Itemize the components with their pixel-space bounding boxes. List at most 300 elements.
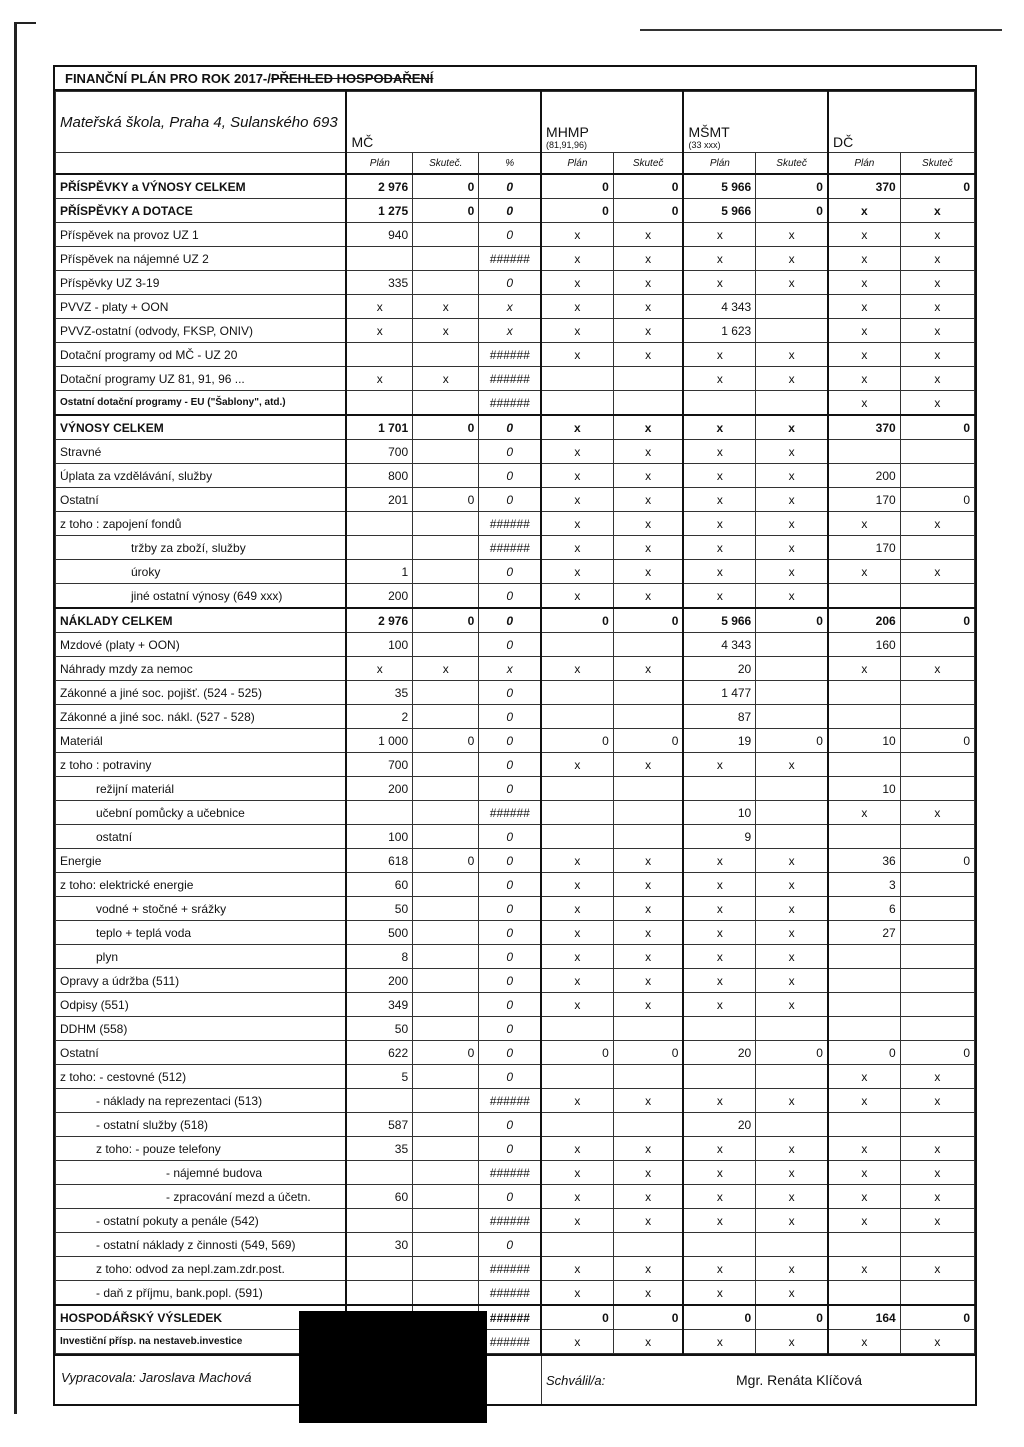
table-cell: 2 976 bbox=[346, 608, 412, 633]
table-row bbox=[56, 753, 975, 777]
table-cell: x bbox=[541, 295, 613, 319]
redaction-block bbox=[299, 1311, 487, 1423]
row-label: Příspěvek na provoz UZ 1 bbox=[56, 223, 347, 247]
table-cell bbox=[613, 681, 683, 705]
table-row bbox=[56, 657, 975, 681]
table-cell: 700 bbox=[346, 753, 412, 777]
table-cell bbox=[900, 777, 974, 801]
table-cell bbox=[541, 633, 613, 657]
table-cell: 0 bbox=[479, 174, 541, 199]
table-cell: x bbox=[541, 512, 613, 536]
table-cell bbox=[346, 536, 412, 560]
table-cell bbox=[828, 681, 900, 705]
table-row bbox=[56, 440, 975, 464]
table-cell: 0 bbox=[413, 849, 479, 873]
table-cell bbox=[613, 367, 683, 391]
table-cell bbox=[683, 1017, 755, 1041]
table-cell: x bbox=[613, 415, 683, 440]
row-label: - ostatní náklady z činnosti (549, 569) bbox=[56, 1233, 347, 1257]
table-cell: 0 bbox=[479, 1233, 541, 1257]
table-cell: x bbox=[756, 223, 828, 247]
table-cell: 800 bbox=[346, 464, 412, 488]
table-cell: x bbox=[756, 993, 828, 1017]
row-label: úroky bbox=[56, 560, 347, 584]
table-cell bbox=[613, 1017, 683, 1041]
table-cell: 0 bbox=[613, 608, 683, 633]
subheader-cell: Plán bbox=[828, 153, 900, 175]
table-cell: 200 bbox=[346, 777, 412, 801]
row-label: Materiál bbox=[56, 729, 347, 753]
table-cell: x bbox=[541, 969, 613, 993]
table-cell: 0 bbox=[479, 271, 541, 295]
table-cell bbox=[756, 1233, 828, 1257]
table-cell: ###### bbox=[479, 1257, 541, 1281]
table-cell: x bbox=[613, 849, 683, 873]
table-cell: x bbox=[900, 199, 974, 223]
table-cell: 0 bbox=[541, 199, 613, 223]
table-cell: x bbox=[541, 488, 613, 512]
table-cell: 5 966 bbox=[683, 608, 755, 633]
table-cell: x bbox=[613, 897, 683, 921]
table-cell: x bbox=[479, 319, 541, 343]
table-cell: x bbox=[756, 367, 828, 391]
subheader-cell: Plán bbox=[683, 153, 755, 175]
table-row bbox=[56, 464, 975, 488]
table-cell bbox=[756, 1113, 828, 1137]
table-cell bbox=[541, 801, 613, 825]
table-cell: x bbox=[613, 488, 683, 512]
table-cell bbox=[900, 921, 974, 945]
table-cell: x bbox=[900, 1137, 974, 1161]
row-label: tržby za zboží, služby bbox=[56, 536, 347, 560]
table-cell bbox=[683, 1233, 755, 1257]
table-row bbox=[56, 319, 975, 343]
scan-edge-top bbox=[640, 29, 1002, 31]
table-row bbox=[56, 608, 975, 633]
document-title bbox=[55, 67, 975, 91]
row-label: ostatní bbox=[56, 825, 347, 849]
table-cell: 0 bbox=[479, 777, 541, 801]
table-cell: x bbox=[683, 945, 755, 969]
table-cell: x bbox=[541, 753, 613, 777]
table-cell: 20 bbox=[683, 1113, 755, 1137]
row-label: Odpisy (551) bbox=[56, 993, 347, 1017]
table-cell: x bbox=[828, 391, 900, 416]
table-cell bbox=[346, 1089, 412, 1113]
table-cell: 0 bbox=[900, 849, 974, 873]
row-label: Úplata za vzdělávání, služby bbox=[56, 464, 347, 488]
table-cell: x bbox=[613, 1209, 683, 1233]
table-cell bbox=[828, 753, 900, 777]
table-row bbox=[56, 174, 975, 199]
table-cell: x bbox=[683, 271, 755, 295]
table-cell: x bbox=[683, 223, 755, 247]
table-cell: x bbox=[756, 1089, 828, 1113]
table-cell: ###### bbox=[479, 801, 541, 825]
table-cell: x bbox=[613, 1089, 683, 1113]
table-cell bbox=[413, 271, 479, 295]
table-cell bbox=[413, 897, 479, 921]
table-cell: 0 bbox=[413, 174, 479, 199]
table-cell: x bbox=[541, 464, 613, 488]
row-label: vodné + stočné + srážky bbox=[56, 897, 347, 921]
table-cell: 20 bbox=[683, 1041, 755, 1065]
table-cell: 0 bbox=[541, 608, 613, 633]
table-cell: 0 bbox=[479, 608, 541, 633]
row-label: Ostatní bbox=[56, 488, 347, 512]
table-cell: ###### bbox=[479, 536, 541, 560]
table-cell: x bbox=[613, 319, 683, 343]
table-cell bbox=[413, 1185, 479, 1209]
table-cell bbox=[413, 921, 479, 945]
table-cell: 1 275 bbox=[346, 199, 412, 223]
table-cell: x bbox=[541, 1089, 613, 1113]
table-cell: 0 bbox=[413, 729, 479, 753]
table-cell: ###### bbox=[479, 391, 541, 416]
table-row bbox=[56, 1281, 975, 1306]
group-msmt-sub: (33 xxx) bbox=[688, 140, 721, 150]
table-cell bbox=[828, 969, 900, 993]
table-cell bbox=[828, 945, 900, 969]
header-empty-cell bbox=[56, 153, 347, 175]
table-cell bbox=[756, 681, 828, 705]
table-cell: x bbox=[613, 1330, 683, 1354]
table-cell: 0 bbox=[479, 729, 541, 753]
table-cell bbox=[346, 1161, 412, 1185]
table-cell bbox=[346, 1257, 412, 1281]
table-cell: 5 bbox=[346, 1065, 412, 1089]
table-row bbox=[56, 1089, 975, 1113]
table-cell: 50 bbox=[346, 1017, 412, 1041]
table-row bbox=[56, 993, 975, 1017]
table-cell bbox=[900, 897, 974, 921]
table-cell: 0 bbox=[900, 1041, 974, 1065]
table-cell bbox=[541, 681, 613, 705]
table-cell: 700 bbox=[346, 440, 412, 464]
table-cell bbox=[413, 1089, 479, 1113]
table-cell: 0 bbox=[479, 681, 541, 705]
subheader-cell: Skuteč bbox=[756, 153, 828, 175]
table-cell: x bbox=[541, 440, 613, 464]
table-cell: x bbox=[541, 993, 613, 1017]
table-cell bbox=[828, 440, 900, 464]
table-cell: 10 bbox=[828, 729, 900, 753]
table-cell: 0 bbox=[479, 1065, 541, 1089]
table-cell bbox=[413, 343, 479, 367]
table-cell bbox=[413, 464, 479, 488]
table-cell: x bbox=[828, 1065, 900, 1089]
table-cell: 0 bbox=[613, 1305, 683, 1330]
row-label: Opravy a údržba (511) bbox=[56, 969, 347, 993]
table-row bbox=[56, 1017, 975, 1041]
approved-label: Schválil/a: bbox=[546, 1372, 606, 1388]
table-cell: 0 bbox=[613, 1041, 683, 1065]
table-row bbox=[56, 488, 975, 512]
table-cell bbox=[613, 1113, 683, 1137]
table-cell bbox=[541, 1065, 613, 1089]
table-cell: 618 bbox=[346, 849, 412, 873]
table-cell bbox=[828, 993, 900, 1017]
table-cell: x bbox=[756, 415, 828, 440]
table-cell: x bbox=[756, 512, 828, 536]
table-cell: 27 bbox=[828, 921, 900, 945]
table-cell: x bbox=[541, 223, 613, 247]
table-cell bbox=[413, 1137, 479, 1161]
row-label: - náklady na reprezentaci (513) bbox=[56, 1089, 347, 1113]
table-cell: 60 bbox=[346, 1185, 412, 1209]
table-cell: x bbox=[756, 1209, 828, 1233]
table-cell: x bbox=[613, 753, 683, 777]
table-cell bbox=[683, 1065, 755, 1089]
table-cell: 370 bbox=[828, 415, 900, 440]
table-cell: 87 bbox=[683, 705, 755, 729]
table-row bbox=[56, 1185, 975, 1209]
table-cell: 100 bbox=[346, 633, 412, 657]
table-cell: x bbox=[541, 247, 613, 271]
table-cell: x bbox=[346, 657, 412, 681]
table-row bbox=[56, 777, 975, 801]
table-cell bbox=[346, 801, 412, 825]
table-cell: 0 bbox=[479, 584, 541, 609]
table-cell: x bbox=[756, 488, 828, 512]
table-cell: x bbox=[683, 560, 755, 584]
table-cell: 30 bbox=[346, 1233, 412, 1257]
table-cell: x bbox=[756, 849, 828, 873]
table-cell: x bbox=[900, 391, 974, 416]
table-cell bbox=[683, 391, 755, 416]
table-cell: 0 bbox=[900, 488, 974, 512]
table-cell: 0 bbox=[756, 729, 828, 753]
row-label: Příspěvek na nájemné UZ 2 bbox=[56, 247, 347, 271]
table-cell: 0 bbox=[479, 705, 541, 729]
table-cell bbox=[413, 825, 479, 849]
table-cell: x bbox=[683, 1089, 755, 1113]
table-cell: x bbox=[683, 1137, 755, 1161]
table-cell: x bbox=[683, 343, 755, 367]
table-cell bbox=[413, 512, 479, 536]
table-cell: x bbox=[900, 801, 974, 825]
table-cell: ###### bbox=[479, 512, 541, 536]
table-cell bbox=[541, 391, 613, 416]
table-cell: 0 bbox=[479, 1041, 541, 1065]
table-cell: 0 bbox=[479, 1185, 541, 1209]
table-cell: x bbox=[683, 415, 755, 440]
table-cell: 0 bbox=[479, 993, 541, 1017]
table-cell: x bbox=[756, 1161, 828, 1185]
table-cell: x bbox=[900, 560, 974, 584]
table-cell bbox=[413, 1209, 479, 1233]
table-cell: x bbox=[613, 1185, 683, 1209]
table-cell: x bbox=[828, 1257, 900, 1281]
table-cell bbox=[413, 777, 479, 801]
table-cell bbox=[756, 777, 828, 801]
table-cell: x bbox=[683, 1330, 755, 1354]
table-cell: 0 bbox=[613, 729, 683, 753]
table-cell: 0 bbox=[541, 1305, 613, 1330]
row-label: - ostatní pokuty a penále (542) bbox=[56, 1209, 347, 1233]
plan-table bbox=[55, 91, 975, 1354]
table-cell: x bbox=[900, 1185, 974, 1209]
table-cell: x bbox=[613, 1161, 683, 1185]
table-cell: 170 bbox=[828, 536, 900, 560]
row-label: Energie bbox=[56, 849, 347, 873]
table-cell: x bbox=[613, 295, 683, 319]
table-cell: x bbox=[613, 584, 683, 609]
table-cell bbox=[900, 825, 974, 849]
table-cell: x bbox=[613, 993, 683, 1017]
table-cell bbox=[541, 1017, 613, 1041]
table-cell: x bbox=[613, 271, 683, 295]
table-cell bbox=[756, 319, 828, 343]
table-cell: x bbox=[756, 897, 828, 921]
table-row bbox=[56, 969, 975, 993]
table-cell bbox=[413, 633, 479, 657]
scan-edge-tick bbox=[14, 22, 36, 24]
group-mhmp-sub: (81,91,96) bbox=[546, 140, 588, 150]
table-cell: 349 bbox=[346, 993, 412, 1017]
table-cell: 0 bbox=[479, 464, 541, 488]
table-cell: 1 000 bbox=[346, 729, 412, 753]
table-cell bbox=[413, 1161, 479, 1185]
prepared-by: Vypracovala: Jaroslava Machová bbox=[61, 1370, 252, 1385]
table-cell: x bbox=[541, 584, 613, 609]
table-cell: x bbox=[613, 921, 683, 945]
table-cell: x bbox=[613, 969, 683, 993]
table-cell: x bbox=[541, 1161, 613, 1185]
table-cell: 20 bbox=[683, 657, 755, 681]
table-cell: 0 bbox=[900, 608, 974, 633]
table-row bbox=[56, 1161, 975, 1185]
table-cell: ###### bbox=[479, 1305, 541, 1330]
row-label: - zpracování mezd a účetn. bbox=[56, 1185, 347, 1209]
table-cell: 2 bbox=[346, 705, 412, 729]
table-cell: 0 bbox=[756, 1041, 828, 1065]
table-cell: x bbox=[613, 945, 683, 969]
table-cell bbox=[756, 801, 828, 825]
table-cell: x bbox=[479, 295, 541, 319]
table-cell: 170 bbox=[828, 488, 900, 512]
table-row bbox=[56, 512, 975, 536]
table-cell: 0 bbox=[479, 753, 541, 777]
table-cell: 0 bbox=[541, 1041, 613, 1065]
table-cell bbox=[828, 705, 900, 729]
table-cell bbox=[900, 464, 974, 488]
table-cell: x bbox=[541, 897, 613, 921]
table-row bbox=[56, 536, 975, 560]
table-cell bbox=[900, 705, 974, 729]
table-cell bbox=[828, 825, 900, 849]
table-cell bbox=[756, 1065, 828, 1089]
table-cell: x bbox=[613, 1257, 683, 1281]
table-cell: 35 bbox=[346, 681, 412, 705]
table-cell: 0 bbox=[413, 1041, 479, 1065]
table-cell: 0 bbox=[613, 199, 683, 223]
table-cell: x bbox=[900, 1065, 974, 1089]
table-cell bbox=[613, 801, 683, 825]
table-cell bbox=[346, 512, 412, 536]
table-cell: 0 bbox=[613, 174, 683, 199]
table-cell: x bbox=[683, 1161, 755, 1185]
table-cell bbox=[413, 801, 479, 825]
table-cell: x bbox=[613, 657, 683, 681]
table-cell bbox=[900, 536, 974, 560]
table-cell: x bbox=[613, 512, 683, 536]
table-cell: x bbox=[541, 657, 613, 681]
subheader-cell: Plán bbox=[346, 153, 412, 175]
row-label: Stravné bbox=[56, 440, 347, 464]
table-cell: 0 bbox=[479, 825, 541, 849]
table-cell: x bbox=[900, 223, 974, 247]
table-cell: 622 bbox=[346, 1041, 412, 1065]
table-cell bbox=[413, 536, 479, 560]
table-cell: x bbox=[683, 873, 755, 897]
table-cell: 0 bbox=[413, 415, 479, 440]
table-cell: ###### bbox=[479, 1330, 541, 1354]
table-cell: x bbox=[828, 1089, 900, 1113]
table-cell: x bbox=[613, 440, 683, 464]
group-mhmp bbox=[541, 92, 683, 153]
table-cell: 0 bbox=[479, 1017, 541, 1041]
row-label: z toho: elektrické energie bbox=[56, 873, 347, 897]
table-cell bbox=[828, 1233, 900, 1257]
table-cell: 60 bbox=[346, 873, 412, 897]
table-cell: x bbox=[683, 921, 755, 945]
table-row bbox=[56, 1065, 975, 1089]
row-label: Příspěvky UZ 3-19 bbox=[56, 271, 347, 295]
group-mc bbox=[346, 92, 541, 153]
table-cell bbox=[413, 391, 479, 416]
row-label: Dotační programy UZ 81, 91, 96 ... bbox=[56, 367, 347, 391]
table-cell: 0 bbox=[479, 223, 541, 247]
table-cell bbox=[541, 777, 613, 801]
table-cell: x bbox=[413, 657, 479, 681]
table-cell: 9 bbox=[683, 825, 755, 849]
table-cell bbox=[756, 705, 828, 729]
table-cell: x bbox=[828, 319, 900, 343]
table-cell: x bbox=[541, 921, 613, 945]
row-label: - ostatní služby (518) bbox=[56, 1113, 347, 1137]
table-cell: x bbox=[900, 512, 974, 536]
table-cell: x bbox=[541, 319, 613, 343]
table-cell: x bbox=[613, 464, 683, 488]
table-row bbox=[56, 1305, 975, 1330]
table-cell: x bbox=[413, 295, 479, 319]
table-row bbox=[56, 921, 975, 945]
table-cell bbox=[900, 1281, 974, 1306]
table-cell bbox=[828, 1281, 900, 1306]
table-row bbox=[56, 1041, 975, 1065]
table-cell: x bbox=[683, 849, 755, 873]
table-cell: x bbox=[828, 247, 900, 271]
table-cell: x bbox=[756, 584, 828, 609]
table-cell: x bbox=[683, 1185, 755, 1209]
table-cell: x bbox=[683, 247, 755, 271]
row-label: plyn bbox=[56, 945, 347, 969]
table-cell bbox=[413, 873, 479, 897]
table-cell bbox=[346, 247, 412, 271]
table-cell: 0 bbox=[541, 174, 613, 199]
table-cell: 50 bbox=[346, 897, 412, 921]
table-cell: x bbox=[828, 1137, 900, 1161]
table-cell bbox=[900, 753, 974, 777]
table-cell: x bbox=[828, 1330, 900, 1354]
table-cell: x bbox=[683, 993, 755, 1017]
table-cell: x bbox=[541, 945, 613, 969]
approver-name: Mgr. Renáta Klíčová bbox=[736, 1372, 863, 1388]
table-cell: 0 bbox=[756, 174, 828, 199]
table-cell: 5 966 bbox=[683, 199, 755, 223]
table-cell bbox=[413, 1065, 479, 1089]
